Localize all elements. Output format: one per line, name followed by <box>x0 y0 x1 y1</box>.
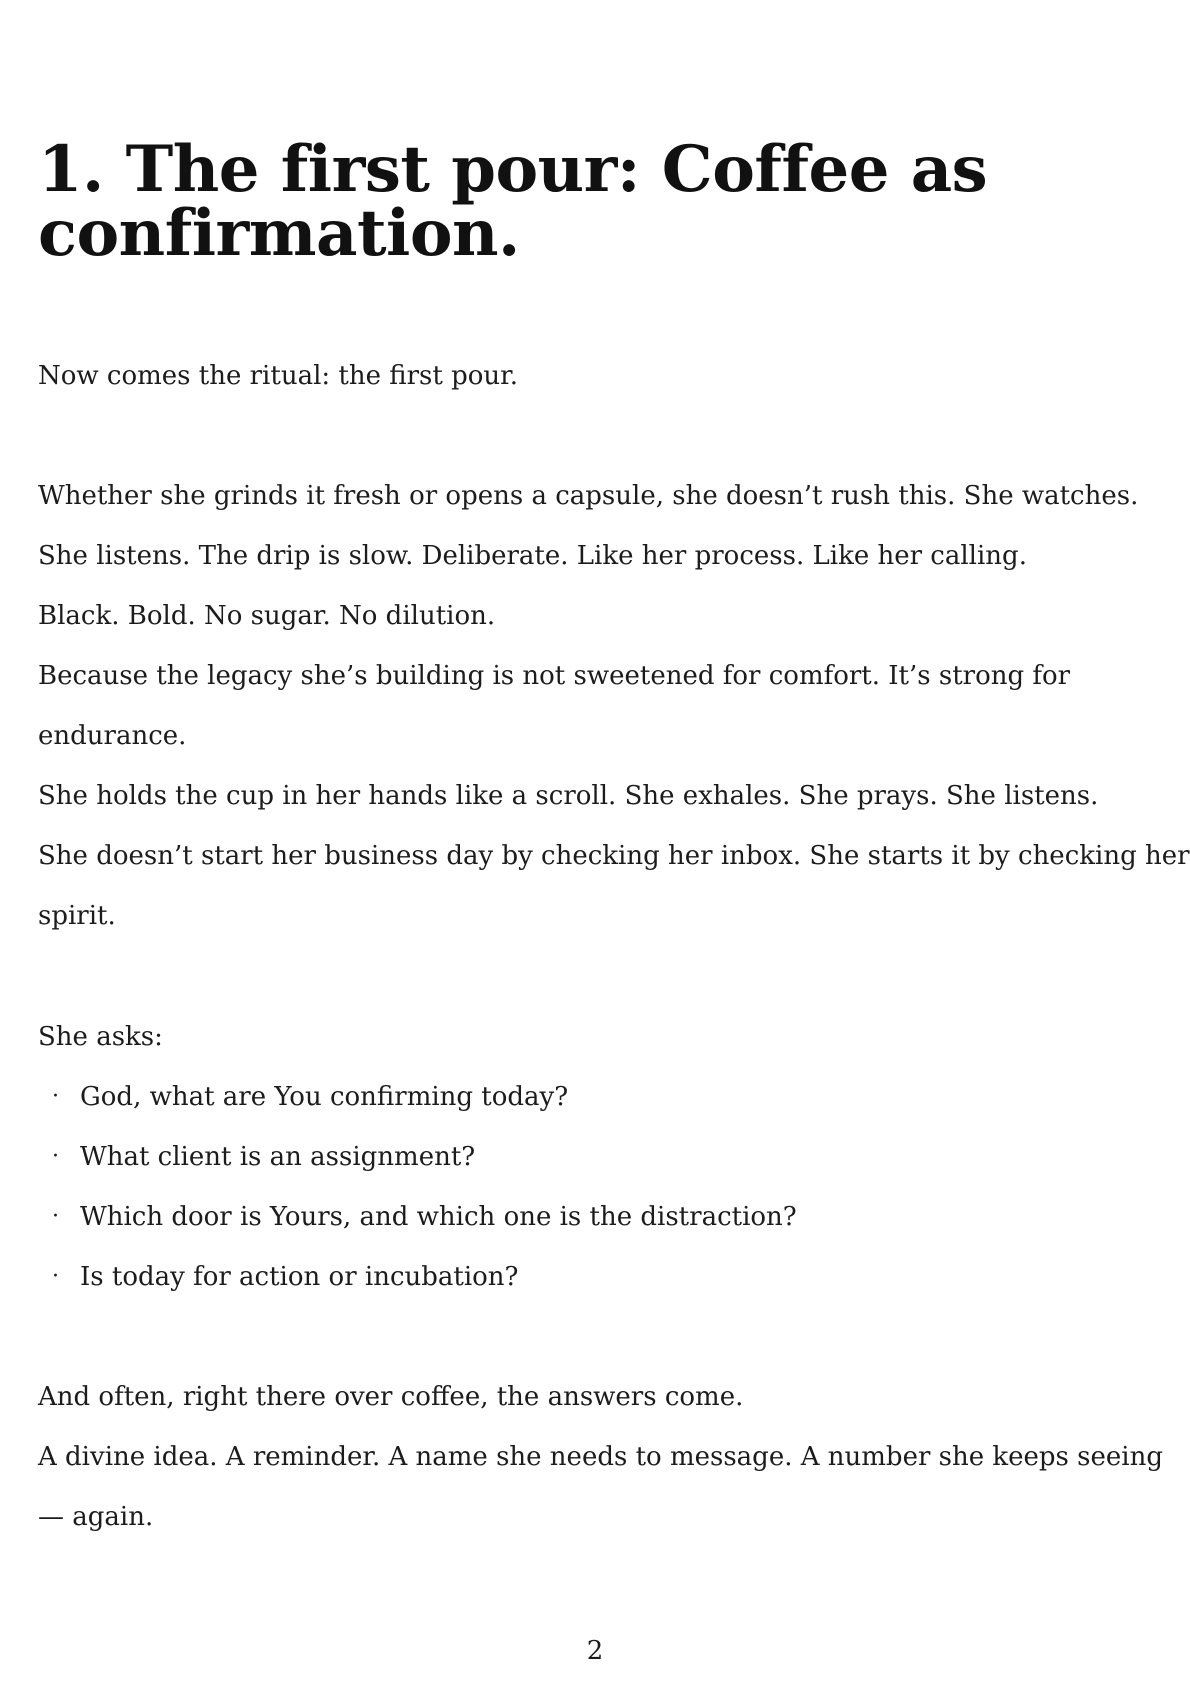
paragraph-line: endurance. <box>38 721 187 751</box>
page-number: 2 <box>586 1636 604 1666</box>
list-item <box>38 1127 1138 1187</box>
list-item <box>38 1247 1138 1307</box>
paragraph-line: Because the legacy she’s building is not sweetened for comfort. It’s strong for <box>38 661 1071 691</box>
chapter-heading <box>38 132 1138 271</box>
paragraph-line: Black. Bold. No sugar. No dilution. <box>38 601 496 631</box>
paragraph-line: She doesn’t start her business day by checking her inbox. She starts it by checking her <box>38 841 1190 871</box>
bullet-icon: · <box>52 1144 59 1169</box>
list-item <box>38 1187 1138 1247</box>
paragraph-line: She listens. The drip is slow. Deliberate. Like her process. Like her calling. <box>38 541 1027 571</box>
question-text: Is today for action or incubation? <box>80 1262 519 1292</box>
paragraph-line: spirit. <box>38 901 116 931</box>
bullet-icon: · <box>52 1264 59 1289</box>
chapter-heading-line: 1. The first pour: Coffee as <box>38 132 988 207</box>
closing-paragraph <box>38 1367 1163 1547</box>
intro-paragraph <box>38 346 1158 406</box>
bullet-icon: · <box>52 1084 59 1109</box>
question-text: God, what are You confirming today? <box>80 1082 569 1112</box>
question-text: What client is an assignment? <box>80 1142 476 1172</box>
ritual-paragraph <box>38 466 1190 946</box>
questions-list <box>38 1067 1138 1307</box>
paragraph-line: Whether she grinds it fresh or opens a capsule, she doesn’t rush this. She watches. <box>38 481 1139 511</box>
closing-line: A divine idea. A reminder. A name she needs to message. A number she keeps seeing <box>38 1442 1163 1472</box>
paragraph-line: She holds the cup in her hands like a scroll. She exhales. She prays. She listens. <box>38 781 1099 811</box>
chapter-heading-line: confirmation. <box>38 196 520 271</box>
question-text: Which door is Yours, and which one is the distraction? <box>80 1202 797 1232</box>
asks-label <box>38 1007 1158 1067</box>
closing-line: — again. <box>38 1502 154 1532</box>
list-item <box>38 1067 1138 1127</box>
intro-line: Now comes the ritual: the first pour. <box>38 361 518 391</box>
bullet-icon: · <box>52 1204 59 1229</box>
closing-line: And often, right there over coffee, the answers come. <box>38 1382 744 1412</box>
asks-label-text: She asks: <box>38 1022 163 1052</box>
